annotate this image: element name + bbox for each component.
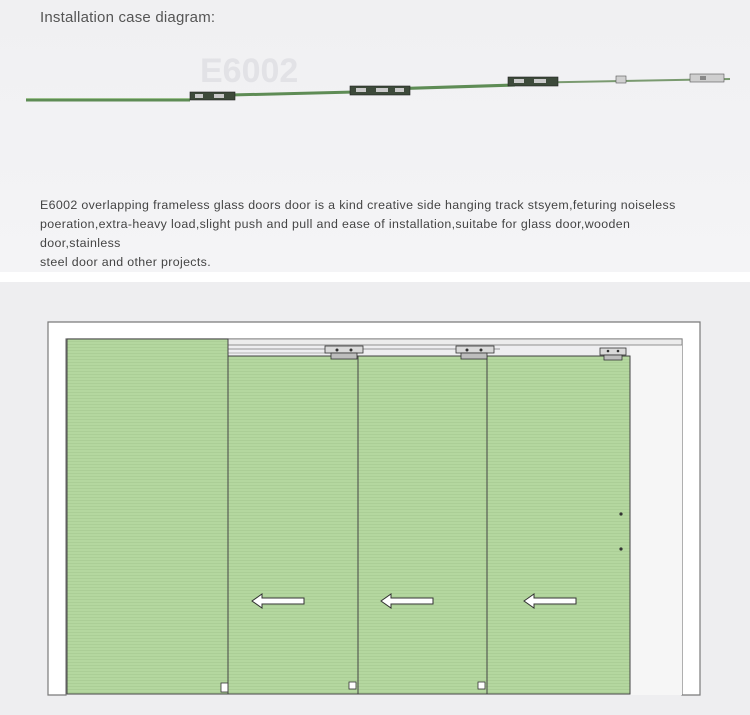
- description-line: poeration,extra-heavy load,slight push and pull and ease of installation,suitabe for glass door,wooden door,stainless: [40, 217, 631, 250]
- description-line: E6002 overlapping frameless glass doors door is a kind creative side hanging track stsyem,feturing noiseless: [40, 198, 676, 212]
- hanger-1: [325, 346, 363, 359]
- handle-dot: [619, 512, 622, 515]
- fixed-glass-panel: [67, 339, 228, 694]
- floor-guide: [221, 683, 228, 692]
- sliding-glass-panel-2: [358, 356, 487, 694]
- wall-opening: [630, 345, 682, 695]
- hanger-3: [600, 348, 626, 360]
- floor-guide: [349, 682, 356, 689]
- floor-guide: [478, 682, 485, 689]
- handle-dot: [619, 547, 622, 550]
- sliding-glass-panel-3: [487, 356, 630, 694]
- watermark-mark: E6002: [200, 52, 299, 90]
- sliding-glass-panel-1: [228, 356, 358, 694]
- page-title: Installation case diagram:: [40, 9, 216, 26]
- top-track: [228, 339, 682, 345]
- description-line: steel door and other projects.: [40, 255, 211, 269]
